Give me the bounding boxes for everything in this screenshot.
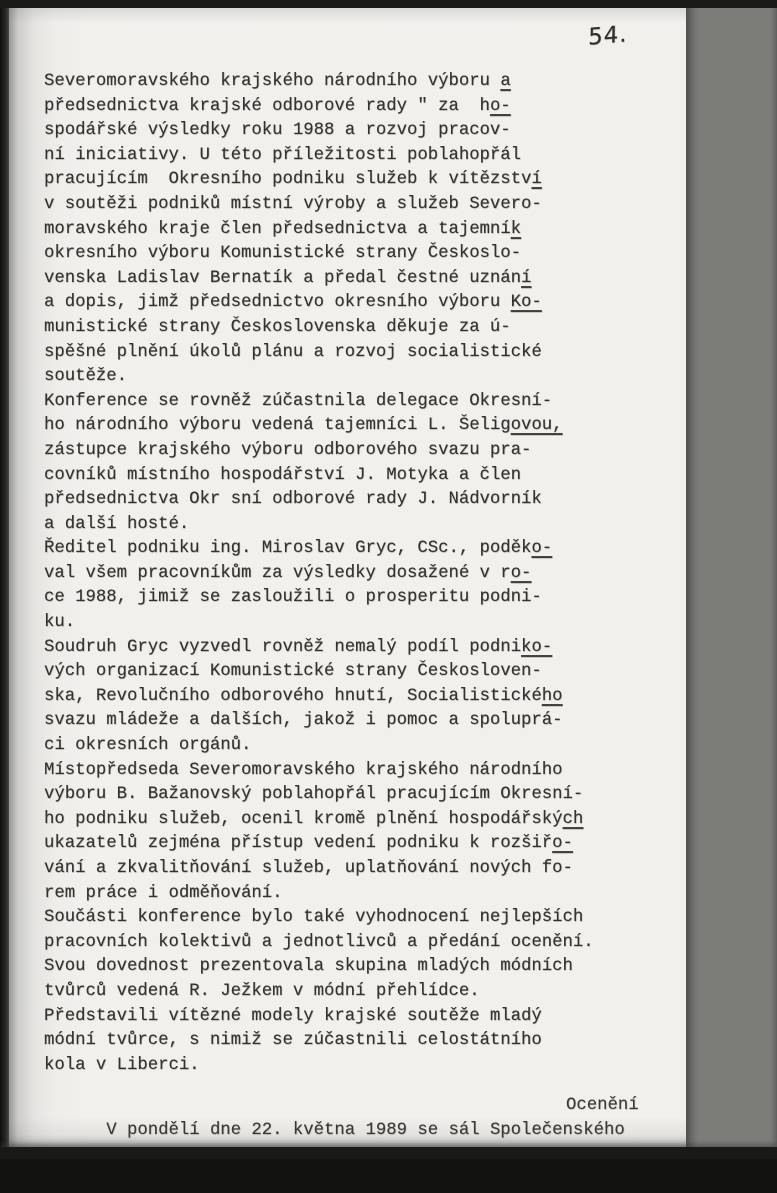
text-line: Představili vítězné modely krajské soutěže mladý <box>44 1006 542 1026</box>
text-line: v soutěži podniků místní výroby a služeb Severo- <box>44 194 542 214</box>
text-line: moravského kraje člen předsednictva a tajemník <box>44 219 522 239</box>
text-line: kola v Liberci. <box>44 1055 200 1075</box>
text-line: módní tvůrce, s nimiž se zúčastnili celostátního <box>44 1031 542 1051</box>
text-line: výboru B. Bažanovský poblahopřál pracujícím Okresní- <box>44 785 584 805</box>
text-line: okresního výboru Komunistické strany Českoslo- <box>44 244 522 264</box>
text-line: ní iniciativy. U této příležitosti poblahopřál <box>44 145 522 165</box>
text-line: zástupce krajského výboru odborového svazu pra- <box>44 440 532 460</box>
text-line: vých organizací Komunistické strany Českosloven- <box>44 662 542 682</box>
scan-bottom-edge <box>0 1147 777 1159</box>
text-line: Ředitel podniku ing. Miroslav Gryc, CSc., poděko- <box>44 539 553 559</box>
text-line: ukazatelů zejména přístup vedení podniku k rozšiřo- <box>44 834 573 854</box>
text-body <box>44 70 664 1078</box>
text-line: ho podniku služeb, ocenil kromě plnění hospodářských <box>44 809 584 829</box>
text-line: svazu mládeže a dalších, jakož i pomoc a spoluprá- <box>44 711 563 731</box>
text-line: spěšné plnění úkolů plánu a rozvoj socialistické <box>44 342 542 362</box>
text-line: munistické strany Československa děkuje za ú- <box>44 317 511 337</box>
text-line: Konference se rovněž zúčastnila delegace Okresní- <box>44 391 553 411</box>
text-line: předsednictva Okr sní odborové rady J. Nádvorník <box>44 490 542 510</box>
text-line: ho národního výboru vedená tajemníci L. Šeligovou, <box>44 416 563 436</box>
text-line: a dopis, jimž předsednictvo okresního výboru Ko- <box>44 293 542 313</box>
text-line: rem práce i odměňování. <box>44 883 283 903</box>
text-line: předsednictva krajské odborové rady " za ho- <box>44 96 511 116</box>
text-line: pracujícím Okresního podniku služeb k vítězství <box>44 170 542 190</box>
footer-margin-note: Ocenění <box>566 1096 639 1115</box>
page-number: 54. <box>587 21 628 51</box>
scan-top-edge <box>0 0 777 8</box>
text-line: Svou dovednost prezentovala skupina mladých módních <box>44 957 573 977</box>
text-line: covníků místního hospodářství J. Motyka a člen <box>44 465 522 485</box>
text-line: pracovních kolektivů a jednotlivců a předání ocenění. <box>44 932 594 952</box>
scan-left-edge <box>0 0 9 1159</box>
footer-text: V pondělí dne 22. května 1989 se sál Společenského <box>106 1121 625 1140</box>
book-binding-edge <box>686 0 777 1159</box>
text-line: tvůrců vedená R. Ježkem v módní přehlídce. <box>44 981 480 1001</box>
text-line: Součásti konference bylo také vyhodnocení nejlepších <box>44 908 584 928</box>
text-line: val všem pracovníkům za výsledky dosažené v ro- <box>44 563 532 583</box>
text-line: Soudruh Gryc vyzvedl rovněž nemalý podíl podniko- <box>44 637 553 657</box>
text-line: ku. <box>44 613 76 633</box>
text-line: soutěže. <box>44 367 127 387</box>
text-line: a další hosté. <box>44 514 190 534</box>
footer-line <box>44 1093 684 1140</box>
text-line: ska, Revolučního odborového hnutí, Socialistického <box>44 686 563 706</box>
text-line: venska Ladislav Bernatík a předal čestné uznání <box>44 268 532 288</box>
text-line: Severomoravského krajského národního výboru a <box>44 72 511 91</box>
text-line: ce 1988, jimiž se zasloužili o prosperitu podni- <box>44 588 542 608</box>
text-line: ci okresních orgánů. <box>44 736 252 756</box>
text-line: Místopředseda Severomoravského krajského národního <box>44 760 563 780</box>
page-surface <box>8 7 686 1147</box>
text-line: vání a zkvalitňování služeb, uplatňování nových fo- <box>44 859 573 878</box>
text-line: spodářské výsledky roku 1988 a rozvoj pracov- <box>44 121 511 141</box>
